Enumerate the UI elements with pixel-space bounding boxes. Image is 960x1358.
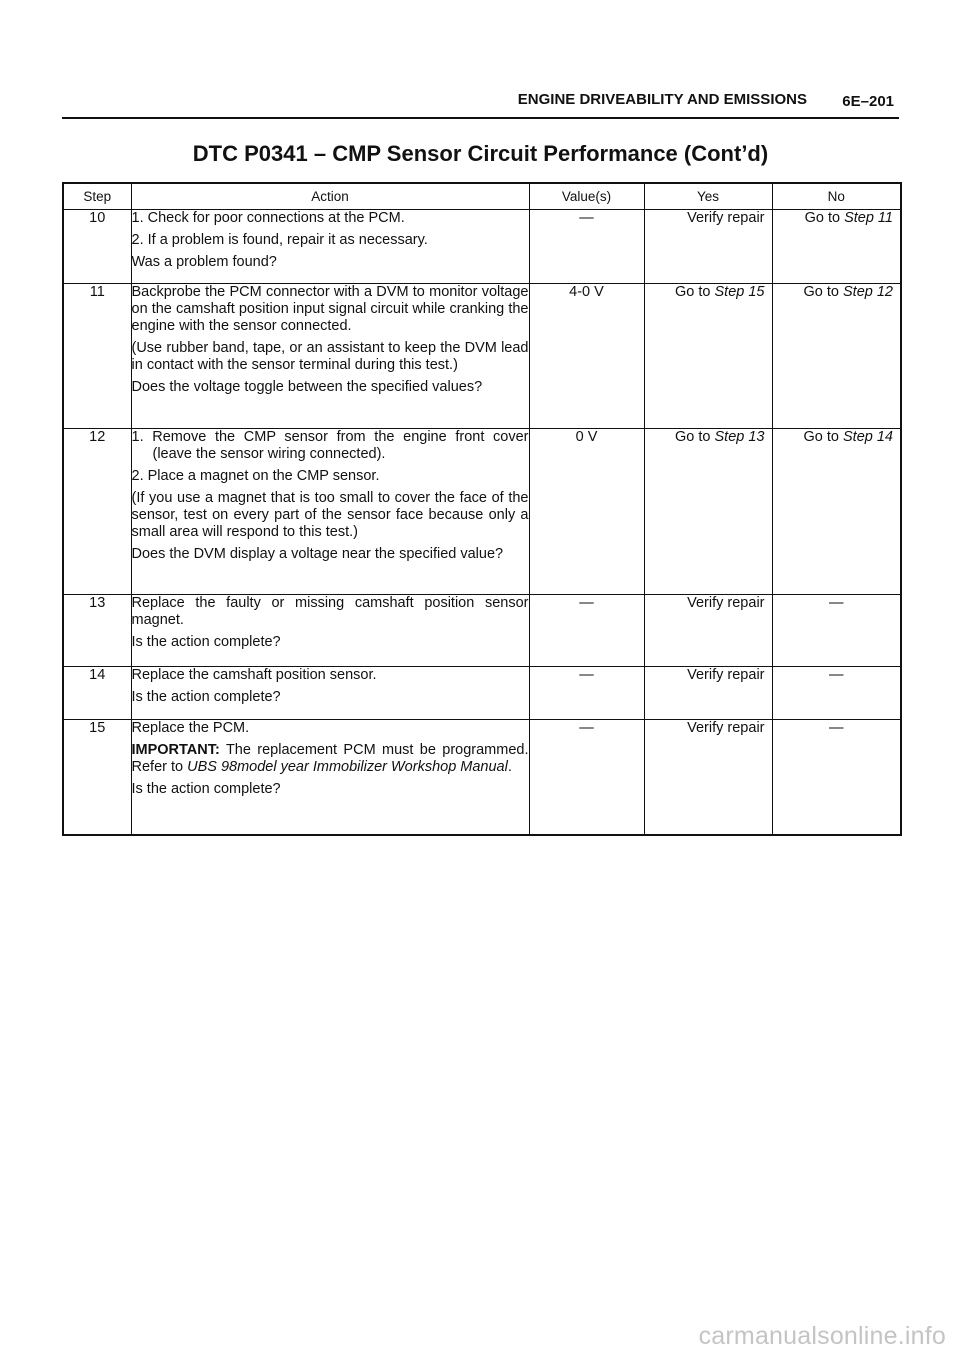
value-cell: 4-0 V xyxy=(529,284,644,429)
page-title: DTC P0341 – CMP Sensor Circuit Performance (Cont’d) xyxy=(192,141,769,166)
action-cell xyxy=(131,429,529,595)
step-reference-link[interactable]: Step 12 xyxy=(843,284,893,300)
step-reference-link[interactable]: Step 11 xyxy=(844,210,893,226)
action-text: 2. Place a magnet on the CMP sensor. xyxy=(131,468,380,484)
table-row xyxy=(63,595,901,667)
no-cell: — xyxy=(772,720,901,835)
column-header-step: Step xyxy=(63,183,131,210)
goto-text: Go to xyxy=(804,210,845,226)
action-cell xyxy=(131,210,529,284)
table-row xyxy=(63,284,901,429)
action-question: Is the action complete? xyxy=(131,781,281,797)
step-number: 12 xyxy=(63,429,131,595)
table-row xyxy=(63,720,901,835)
important-text: The replacement PCM must be programmed. Refer to xyxy=(131,742,529,775)
step-number: 14 xyxy=(63,667,131,720)
no-cell xyxy=(772,429,901,595)
action-text: 1. Check for poor connections at the PCM. xyxy=(131,210,405,226)
no-cell: — xyxy=(772,667,901,720)
no-cell xyxy=(772,210,901,284)
important-note xyxy=(132,742,529,776)
section-title: ENGINE DRIVEABILITY AND EMISSIONS xyxy=(517,91,807,108)
column-header-values: Value(s) xyxy=(529,183,644,210)
step-reference-link[interactable]: Step 13 xyxy=(714,429,765,445)
action-text: Replace the faulty or missing camshaft position sensor magnet. xyxy=(131,595,529,628)
table-row xyxy=(63,429,901,595)
table-row xyxy=(63,667,901,720)
goto-text: Go to xyxy=(803,284,843,300)
goto-text: Go to xyxy=(675,284,715,300)
goto-text: Go to xyxy=(803,429,843,445)
action-text: Replace the PCM. xyxy=(131,720,250,736)
value-cell: 0 V xyxy=(529,429,644,595)
watermark: carmanualsonline.info xyxy=(698,1322,946,1350)
action-question: Is the action complete? xyxy=(131,689,281,705)
step-reference-link[interactable]: Step 14 xyxy=(843,429,893,445)
value-cell: — xyxy=(529,667,644,720)
action-cell xyxy=(131,667,529,720)
yes-cell xyxy=(644,429,772,595)
step-number: 13 xyxy=(63,595,131,667)
value-cell: — xyxy=(529,720,644,835)
yes-cell: Verify repair xyxy=(644,210,772,284)
yes-cell xyxy=(644,284,772,429)
yes-cell: Verify repair xyxy=(644,720,772,835)
step-number: 15 xyxy=(63,720,131,835)
no-cell: — xyxy=(772,595,901,667)
action-question: Was a problem found? xyxy=(131,254,277,270)
action-question: Is the action complete? xyxy=(131,634,281,650)
value-cell: — xyxy=(529,210,644,284)
action-text: 1. Remove the CMP sensor from the engine front cover (leave the sensor wiring connected). xyxy=(131,429,529,462)
action-note: (If you use a magnet that is too small to cover the face of the sensor, test on every part of the sensor face because only a small area will respond to this test.) xyxy=(131,490,529,540)
manual-reference: UBS 98model year Immobilizer Workshop Manual xyxy=(187,759,508,775)
yes-cell: Verify repair xyxy=(644,667,772,720)
step-reference-link[interactable]: Step 15 xyxy=(714,284,765,300)
page-number: 6E–201 xyxy=(842,93,894,110)
diagnostic-table xyxy=(62,182,902,836)
step-number: 11 xyxy=(63,284,131,429)
action-cell xyxy=(131,720,529,835)
value-cell: — xyxy=(529,595,644,667)
column-header-action: Action xyxy=(131,183,529,210)
action-text: 2. If a problem is found, repair it as necessary. xyxy=(131,232,428,248)
no-cell xyxy=(772,284,901,429)
action-text: Backprobe the PCM connector with a DVM to monitor voltage on the camshaft position input signal circuit while cranking the engine with the sensor connected. xyxy=(131,284,529,334)
yes-cell: Verify repair xyxy=(644,595,772,667)
goto-text: Go to xyxy=(675,429,715,445)
page-header xyxy=(62,89,899,119)
table-header-row xyxy=(63,183,901,210)
table-row xyxy=(63,210,901,284)
action-cell xyxy=(131,595,529,667)
action-cell xyxy=(131,284,529,429)
action-text: Replace the camshaft position sensor. xyxy=(131,667,377,683)
column-header-no: No xyxy=(772,183,901,210)
action-note: (Use rubber band, tape, or an assistant to keep the DVM lead in contact with the sensor terminal during this test.) xyxy=(131,340,529,373)
important-label: IMPORTANT: xyxy=(131,742,220,758)
column-header-yes: Yes xyxy=(644,183,772,210)
period: . xyxy=(507,759,512,775)
step-number: 10 xyxy=(63,210,131,284)
action-question: Does the DVM display a voltage near the specified value? xyxy=(131,546,504,562)
action-question: Does the voltage toggle between the specified values? xyxy=(131,379,483,395)
